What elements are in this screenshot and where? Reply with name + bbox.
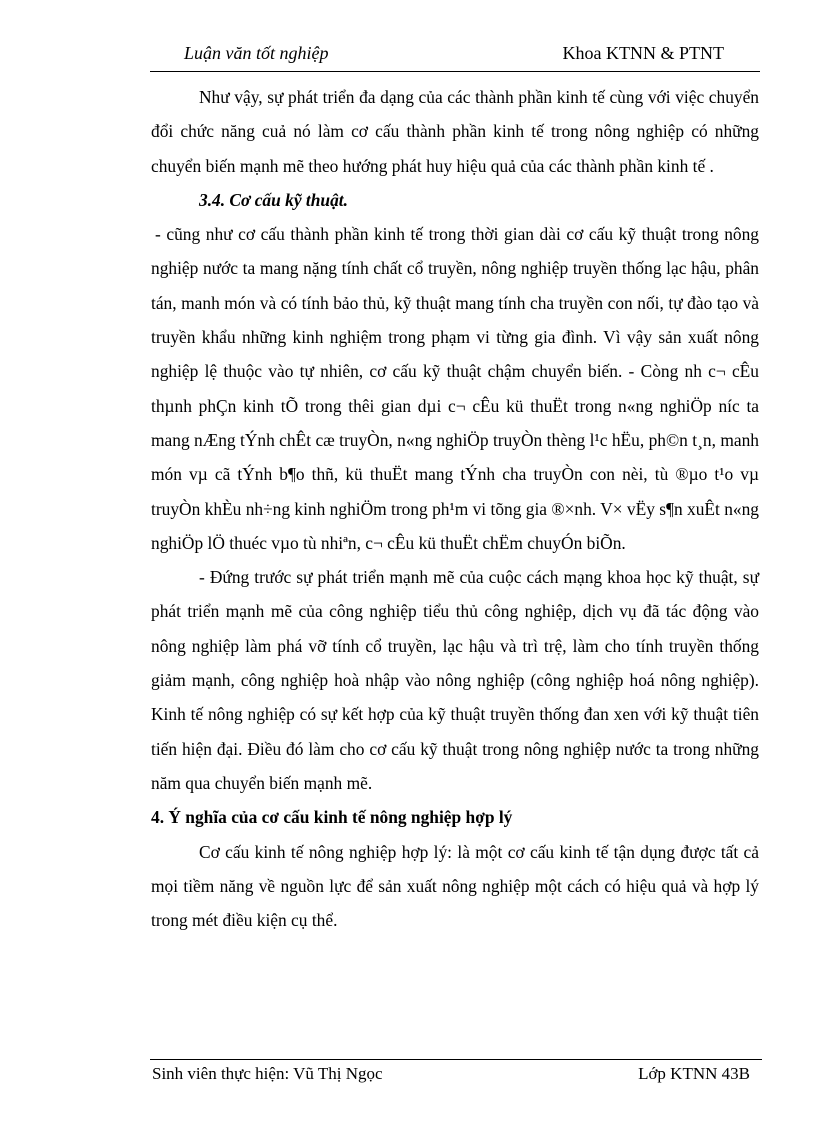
page-header	[150, 40, 758, 66]
footer-class: Lớp KTNN 43B	[638, 1064, 750, 1083]
footer-author: Sinh viên thực hiện: Vũ Thị Ngọc	[152, 1064, 383, 1083]
footer-divider	[150, 1059, 762, 1060]
subheading-technical-structure: 3.4. Cơ cấu kỹ thuật.	[199, 189, 348, 210]
header-title: Luận văn tốt nghiệp	[184, 43, 329, 63]
page-footer	[150, 1062, 762, 1086]
document-body	[151, 80, 759, 937]
paragraph-technical-structure: - cũng như cơ cấu thành phần kinh tế trong thời gian dài cơ cấu kỹ thuật trong nông nghiệp nước ta mang nặng tính chất cổ truyền, nông nghiệp truyền thống lạc hậu, phân tán, manh món và có tính bảo thủ, kỹ thuật mang tính cha truyền con nối, tự đào tạo và truyền khẩu những kinh nghiệm trong phạm vi từng gia đình. Vì vậy sản xuất nông nghiệp lệ thuộc vào tự nhiên, cơ cấu kỹ thuật chậm chuyển biến. - Còng nh c¬ cÊu thµnh phÇn kinh tÕ trong thêi gian dµi c¬ cÊu kü thuËt trong n«ng nghiÖp níc ta mang nÆng tÝnh chÊt cæ truyÒn, n«ng nghiÖp truyÒn thèng l¹c hËu, ph©n t¸n, manh món vµ cã tÝnh b¶o thñ, kü thuËt mang tÝnh cha truyÒn con nèi, tù ®µo t¹o vµ truyÒn khÈu nh÷ng kinh nghiÖm trong ph¹m vi tõng gia ®×nh. V× vËy s¶n xuÊt n«ng nghiÖp lÖ thuéc vµo tù nhiªn, c¬ cÊu kü thuËt chËm chuyÓn biÕn.	[151, 224, 759, 553]
header-divider	[150, 71, 760, 72]
section-heading-significance: 4. Ý nghĩa của cơ cấu kinh tế nông nghiệp hợp lý	[151, 807, 513, 828]
paragraph-economic-sectors: Như vậy, sự phát triển đa dạng của các thành phần kinh tế cùng với việc chuyển đổi chức năng cuả nó làm cơ cấu thành phần kinh tế trong nông nghiệp có những chuyển biến mạnh mẽ theo hướng phát huy hiệu quả của các thành phần kinh tế .	[151, 87, 759, 176]
paragraph-reasonable-structure: Cơ cấu kinh tế nông nghiệp hợp lý: là một cơ cấu kinh tế tận dụng được tất cả mọi tiềm năng về nguồn lực để sản xuất nông nghiệp một cách có hiệu quả và hợp lý trong mét điều kiện cụ thể.	[151, 841, 759, 931]
header-department: Khoa KTNN & PTNT	[562, 43, 724, 63]
paragraph-technology-development: - Đứng trước sự phát triển mạnh mẽ của cuộc cách mạng khoa học kỹ thuật, sự phát triển mạnh mẽ của công nghiệp tiểu thủ công nghiệp, dịch vụ đã tác động vào nông nghiệp làm phá vỡ tính cổ truyền, lạc hậu và trì trệ, làm cho tính truyền thống giảm mạnh, công nghiệp hoà nhập vào nông nghiệp (công nghiệp hoá nông nghiệp). Kinh tế nông nghiệp có sự kết hợp của kỹ thuật truyền thống đan xen với kỹ thuật tiên tiến hiện đại. Điều đó làm cho cơ cấu kỹ thuật trong nông nghiệp nước ta trong những năm qua chuyển biến mạnh mẽ.	[151, 567, 759, 793]
